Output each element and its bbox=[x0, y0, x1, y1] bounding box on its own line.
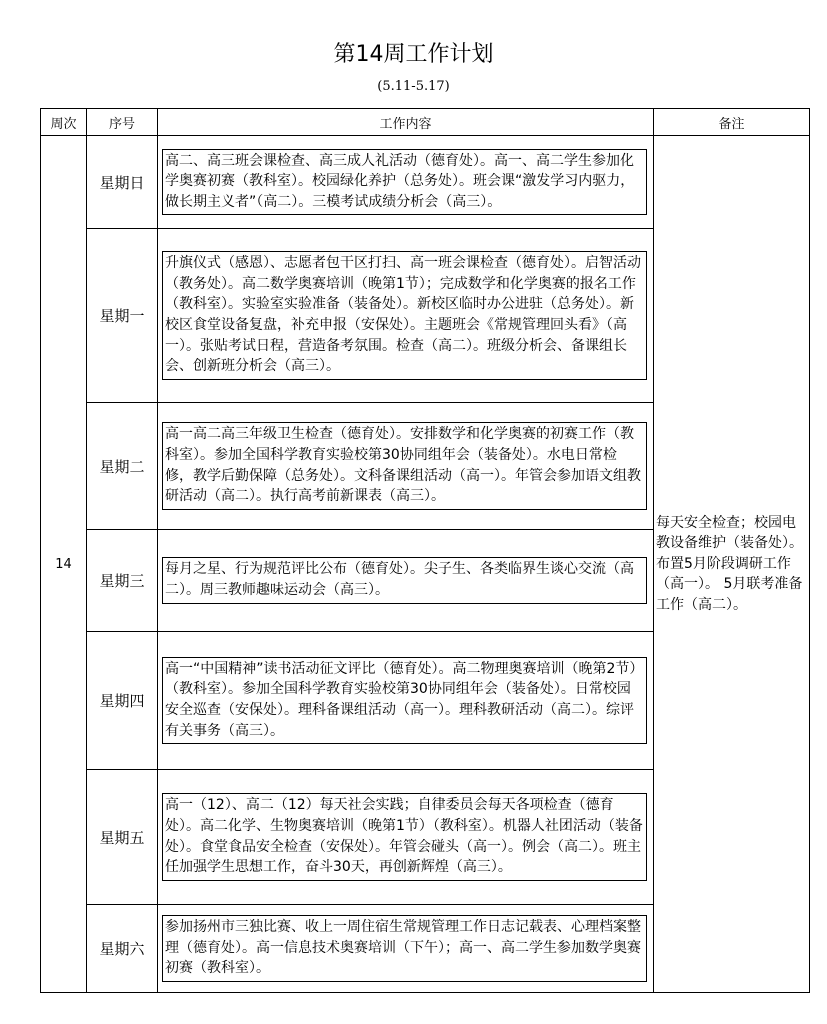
week-number: 14 bbox=[41, 136, 87, 993]
day-label: 星期三 bbox=[87, 530, 158, 632]
header-row bbox=[41, 109, 810, 136]
work-content-cell bbox=[158, 632, 654, 770]
date-range: (5.11-5.17) bbox=[377, 79, 450, 94]
header-content: 工作内容 bbox=[158, 109, 654, 136]
work-content: 每月之星、行为规范评比公布（德育处）。尖子生、各类临界生谈心交流（高二）。周三教师趣味运动会（高三）。 bbox=[162, 557, 647, 603]
day-label: 星期二 bbox=[87, 403, 158, 530]
work-content: 参加扬州市三独比赛、收上一周住宿生常规管理工作日志记载表、心理档案整理（德育处）。高一信息技术奥赛培训（下午）；高一、高二学生参加数学奥赛初赛（教科室）。 bbox=[162, 915, 647, 982]
day-label: 星期日 bbox=[87, 136, 158, 229]
day-label: 星期六 bbox=[87, 905, 158, 993]
work-content: 高二、高三班会课检查、高三成人礼活动（德育处）。高一、高二学生参加化学奥赛初赛（教科室）。校园绿化养护（总务处）。班会课“激发学习内驱力，做长期主义者”（高二）。三模考试成绩分析会（高三）。 bbox=[162, 149, 647, 216]
work-content: 高一（12）、高二（12）每天社会实践；自律委员会每天各项检查（德育处）。高二化学、生物奥赛培训（晚第1节）（教科室）。机器人社团活动（装备处）。食堂食品安全检查（安保处）。年管会碰头（高一）。例会（高二）。班主任加强学生思想工作，奋斗30天，再创新辉煌（高三）。 bbox=[162, 793, 647, 880]
work-content: 高一高二高三年级卫生检查（德育处）。安排数学和化学奥赛的初赛工作（教科室）。参加全国科学教育实验校第30协同组年会（装备处）。水电日常检修，教学后勤保障（总务处）。文科备课组活动（高一）。年管会参加语文组教研活动（高二）。执行高考前新课表（高三）。 bbox=[162, 422, 647, 509]
page-title: 第14周工作计划 bbox=[333, 42, 494, 67]
work-content-cell bbox=[158, 403, 654, 530]
day-label: 星期一 bbox=[87, 229, 158, 403]
work-content-cell bbox=[158, 905, 654, 993]
work-content: 高一“中国精神”读书活动征文评比（德育处）。高二物理奥赛培训（晚第2节）（教科室）。参加全国科学教育实验校第30协同组年会（装备处）。日常校园安全巡查（安保处）。理科备课组活动（高一）。理科教研活动（高二）。综评有关事务（高三）。 bbox=[162, 657, 647, 744]
work-content: 升旗仪式（感恩）、志愿者包干区打扫、高一班会课检查（德育处）。启智活动（教务处）。高二数学奥赛培训（晚第1节）；完成数学和化学奥赛的报名工作（教科室）。实验室实验准备（装备处）。新校区临时办公进驻（总务处）。新校区食堂设备复盘，补充申报（安保处）。主题班会《常规管理回头看》（高一）。张贴考试日程，营造备考氛围。检查（高二）。班级分析会、备课组长会、创新班分析会（高三）。 bbox=[162, 251, 647, 380]
work-plan-table bbox=[40, 108, 810, 993]
header-week: 周次 bbox=[41, 109, 87, 136]
table-row bbox=[41, 136, 810, 229]
day-label: 星期五 bbox=[87, 770, 158, 905]
work-content-cell bbox=[158, 530, 654, 632]
work-content-cell bbox=[158, 770, 654, 905]
work-content-cell bbox=[158, 229, 654, 403]
remarks-cell: 每天安全检查；校园电教设备维护（装备处）。布置5月阶段调研工作（高一）。 5月联考准备工作（高二）。 bbox=[654, 136, 810, 993]
day-label: 星期四 bbox=[87, 632, 158, 770]
header-remarks: 备注 bbox=[654, 109, 810, 136]
header-seq: 序号 bbox=[87, 109, 158, 136]
work-content-cell bbox=[158, 136, 654, 229]
